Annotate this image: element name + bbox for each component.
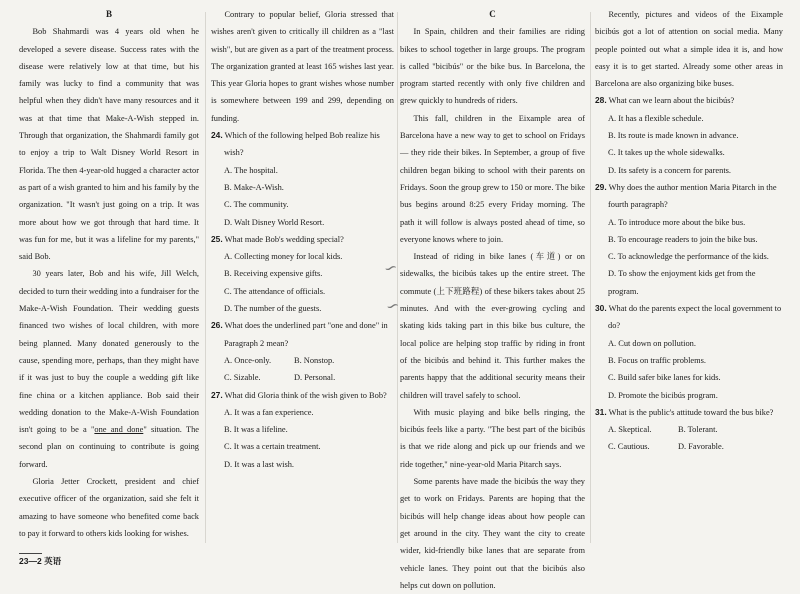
passage-c-paragraph-2: This fall, children in the Eixample area of Barcelona have a new way to get to school on Fridays — they ride their bikes. In September, a group of five children began biking to school with their parents on Fridays. Soon the group grew to 150 or more. The bike bus begins around 8:25 every Friday morning. The path it will follow is always posted ahead of time, so everyone knows where to join. xyxy=(400,113,585,244)
option: C. Build safer bike lanes for kids. xyxy=(608,373,721,383)
option: B. Make-A-Wish. xyxy=(224,182,284,192)
question-30: 30. What do the parents expect the local government to do? xyxy=(595,303,782,331)
option: B. Nonstop. xyxy=(294,355,335,365)
column-4 xyxy=(595,6,783,456)
option: C. It was a certain treatment. xyxy=(224,442,321,452)
page-footer xyxy=(19,555,61,567)
question-28: 28. What can we learn about the bicibús? xyxy=(595,95,735,106)
option: C. It takes up the whole sidewalks. xyxy=(608,148,725,158)
option: A. Skeptical. xyxy=(608,425,652,435)
option: A. It was a fan experience. xyxy=(224,407,314,417)
option: D. To show the enjoyment kids get from the program. xyxy=(608,269,756,296)
column-3 xyxy=(400,6,585,594)
passage-c-paragraph-6: Recently, pictures and videos of the Eixample bicibús got a lot of attention on social media. Many people pointed out what a simple idea it is, and how easy it is to get started. Already some other areas in Barcelona are also organizing bike buses. xyxy=(595,10,783,89)
passage-c-paragraph-3: Instead of riding in bike lanes (车道) or on sidewalks, the bicibús takes up the entire street. The commute (上下班路程) of these bikers takes about 25 minutes. And with the ever-growing cycling and skating kids taking part in this bike bus culture, the local police are helping stop traffic by riding in front of the bicibús and behind it. This further makes the parents happy that the additional security means their children will travel safely to school. xyxy=(400,252,585,400)
option: D. It was a last wish. xyxy=(224,459,295,469)
passage-c-paragraph-1: In Spain, children and their families are riding bikes to school together in large groups. The program is called "bicibús" or the bike bus. In Barcelona, the program started recently with only five children and grew quickly to hundreds of riders. xyxy=(400,27,585,106)
option: C. The community. xyxy=(224,200,289,210)
pencil-mark: ∽ xyxy=(381,258,400,279)
subject-label: 英语 xyxy=(44,556,62,566)
passage-b-paragraph-2 xyxy=(19,265,199,473)
column-divider xyxy=(397,12,398,543)
option: B. Tolerant. xyxy=(678,425,718,435)
option: C. To acknowledge the performance of the kids. xyxy=(608,252,769,262)
option: A. Cut down on pollution. xyxy=(608,338,696,348)
option: D. Its safety is a concern for parents. xyxy=(608,165,732,175)
option-row xyxy=(595,438,783,455)
text: 30 years later, Bob and his wife, Jill Welch, decided to turn their wedding into a fundraiser for the Make-A-Wish Foundation. Their wedding guests financed two wishes of local children, with more being planned. Many donated generously to the cause, spending more, perhaps, than they might have if it was just to buy the couple a wedding gift like fine china or a kitchen appliance. Bob said their wedding donation to the Make-A-Wish Foundation isn't going to be a " xyxy=(19,269,199,435)
option: A. The hospital. xyxy=(224,165,278,175)
section-b-title: B xyxy=(105,9,112,19)
column-1 xyxy=(19,6,199,542)
column-divider xyxy=(205,12,206,543)
question-29: 29. Why does the author mention Maria Pitarch in the fourth paragraph? xyxy=(595,181,777,210)
option: D. Promote the bicibús program. xyxy=(608,390,718,400)
text: " situation. The second plan on continuing to contribute is going forward. xyxy=(19,425,199,469)
passage-c-paragraph-5: Some parents have made the bicibús the way they get to work on Fridays. Parents are hoping that the bicibús will help change ideas about how people can get around in the city. They want the city to create wider, kid-friendly bike lanes that are separate from vehicle lanes. They point out that the bicibús also helps cut down on pollution. xyxy=(400,477,585,590)
option: C. Cautious. xyxy=(608,442,650,452)
option: B. Receiving expensive gifts. xyxy=(224,269,323,279)
passage-b-paragraph-4: Contrary to popular belief, Gloria stressed that wishes aren't given to critically ill children as a "last wish", but are given as a part of the treatment process. The organization granted at least 165 wishes last year. This year Gloria hopes to grant wishes whose number is somewhere between 199 and 299, depending on funding. xyxy=(211,10,394,123)
option: B. To encourage readers to join the bike bus. xyxy=(608,234,758,244)
question-26: 26. What does the underlined part "one and done" in Paragraph 2 mean? xyxy=(211,320,388,348)
question-25: 25. What made Bob's wedding special? xyxy=(211,233,344,244)
option: C. The attendance of officials. xyxy=(224,286,326,296)
section-c-title: C xyxy=(489,9,496,19)
question-27: 27. What did Gloria think of the wish given to Bob? xyxy=(211,389,387,400)
underlined-phrase: one and done xyxy=(94,425,144,435)
option: A. To introduce more about the bike bus. xyxy=(608,217,746,227)
page-number: 23—2 xyxy=(19,553,42,566)
option: D. Favorable. xyxy=(678,442,724,452)
option: B. Focus on traffic problems. xyxy=(608,355,707,365)
column-divider xyxy=(590,12,591,543)
passage-c-paragraph-4: With music playing and bike bells ringing, the bicibús feels like a party. "The best part of the bicibús is that we ride along and pick up our friends and we ride together," nine-year-old Maria Pitarch says. xyxy=(400,407,585,469)
option: A. Once-only. xyxy=(224,355,272,365)
passage-b-paragraph-3: Gloria Jetter Crockett, president and chief executive officer of the organization, said she felt it amazing to have someone who benefited come back to pay it forward to others kids looking for wishes. xyxy=(19,477,199,538)
column-2 xyxy=(211,6,394,473)
question-31: 31. What is the public's attitude toward the bus bike? xyxy=(595,406,774,417)
option: A. It has a flexible schedule. xyxy=(608,113,704,123)
option: B. It was a lifeline. xyxy=(224,425,288,435)
option: D. The number of the guests. xyxy=(224,304,322,314)
option-row xyxy=(595,421,783,438)
option-row xyxy=(211,352,394,369)
question-24: 24. Which of the following helped Bob realize his wish? xyxy=(211,130,380,158)
option: B. Its route is made known in advance. xyxy=(608,131,739,141)
option: C. Sizable. xyxy=(224,373,261,383)
pencil-mark: ∽ xyxy=(383,296,402,317)
option: D. Walt Disney World Resort. xyxy=(224,217,325,227)
option-row xyxy=(211,369,394,386)
option: A. Collecting money for local kids. xyxy=(224,252,343,262)
option: D. Personal. xyxy=(294,373,336,383)
passage-b-paragraph-1: Bob Shahmardi was 4 years old when he developed a severe disease. Success rates with the disease were relatively low at that time, but his family was lucky to find a community that was helpful when they didn't have many resources and it was at that time that Make-A-Wish stepped in. Through that organization, the Shahmardi family got to enjoy a trip to Walt Disney World Resort in Florida. The then 4-year-old hugged a character actor as part of a wish granted to him and his family by the organization. "It wasn't just going on a trip. It was more about how we got through that hard time. It was fun for me, but it was a lifeline for my parents," said Bob. xyxy=(19,27,199,262)
